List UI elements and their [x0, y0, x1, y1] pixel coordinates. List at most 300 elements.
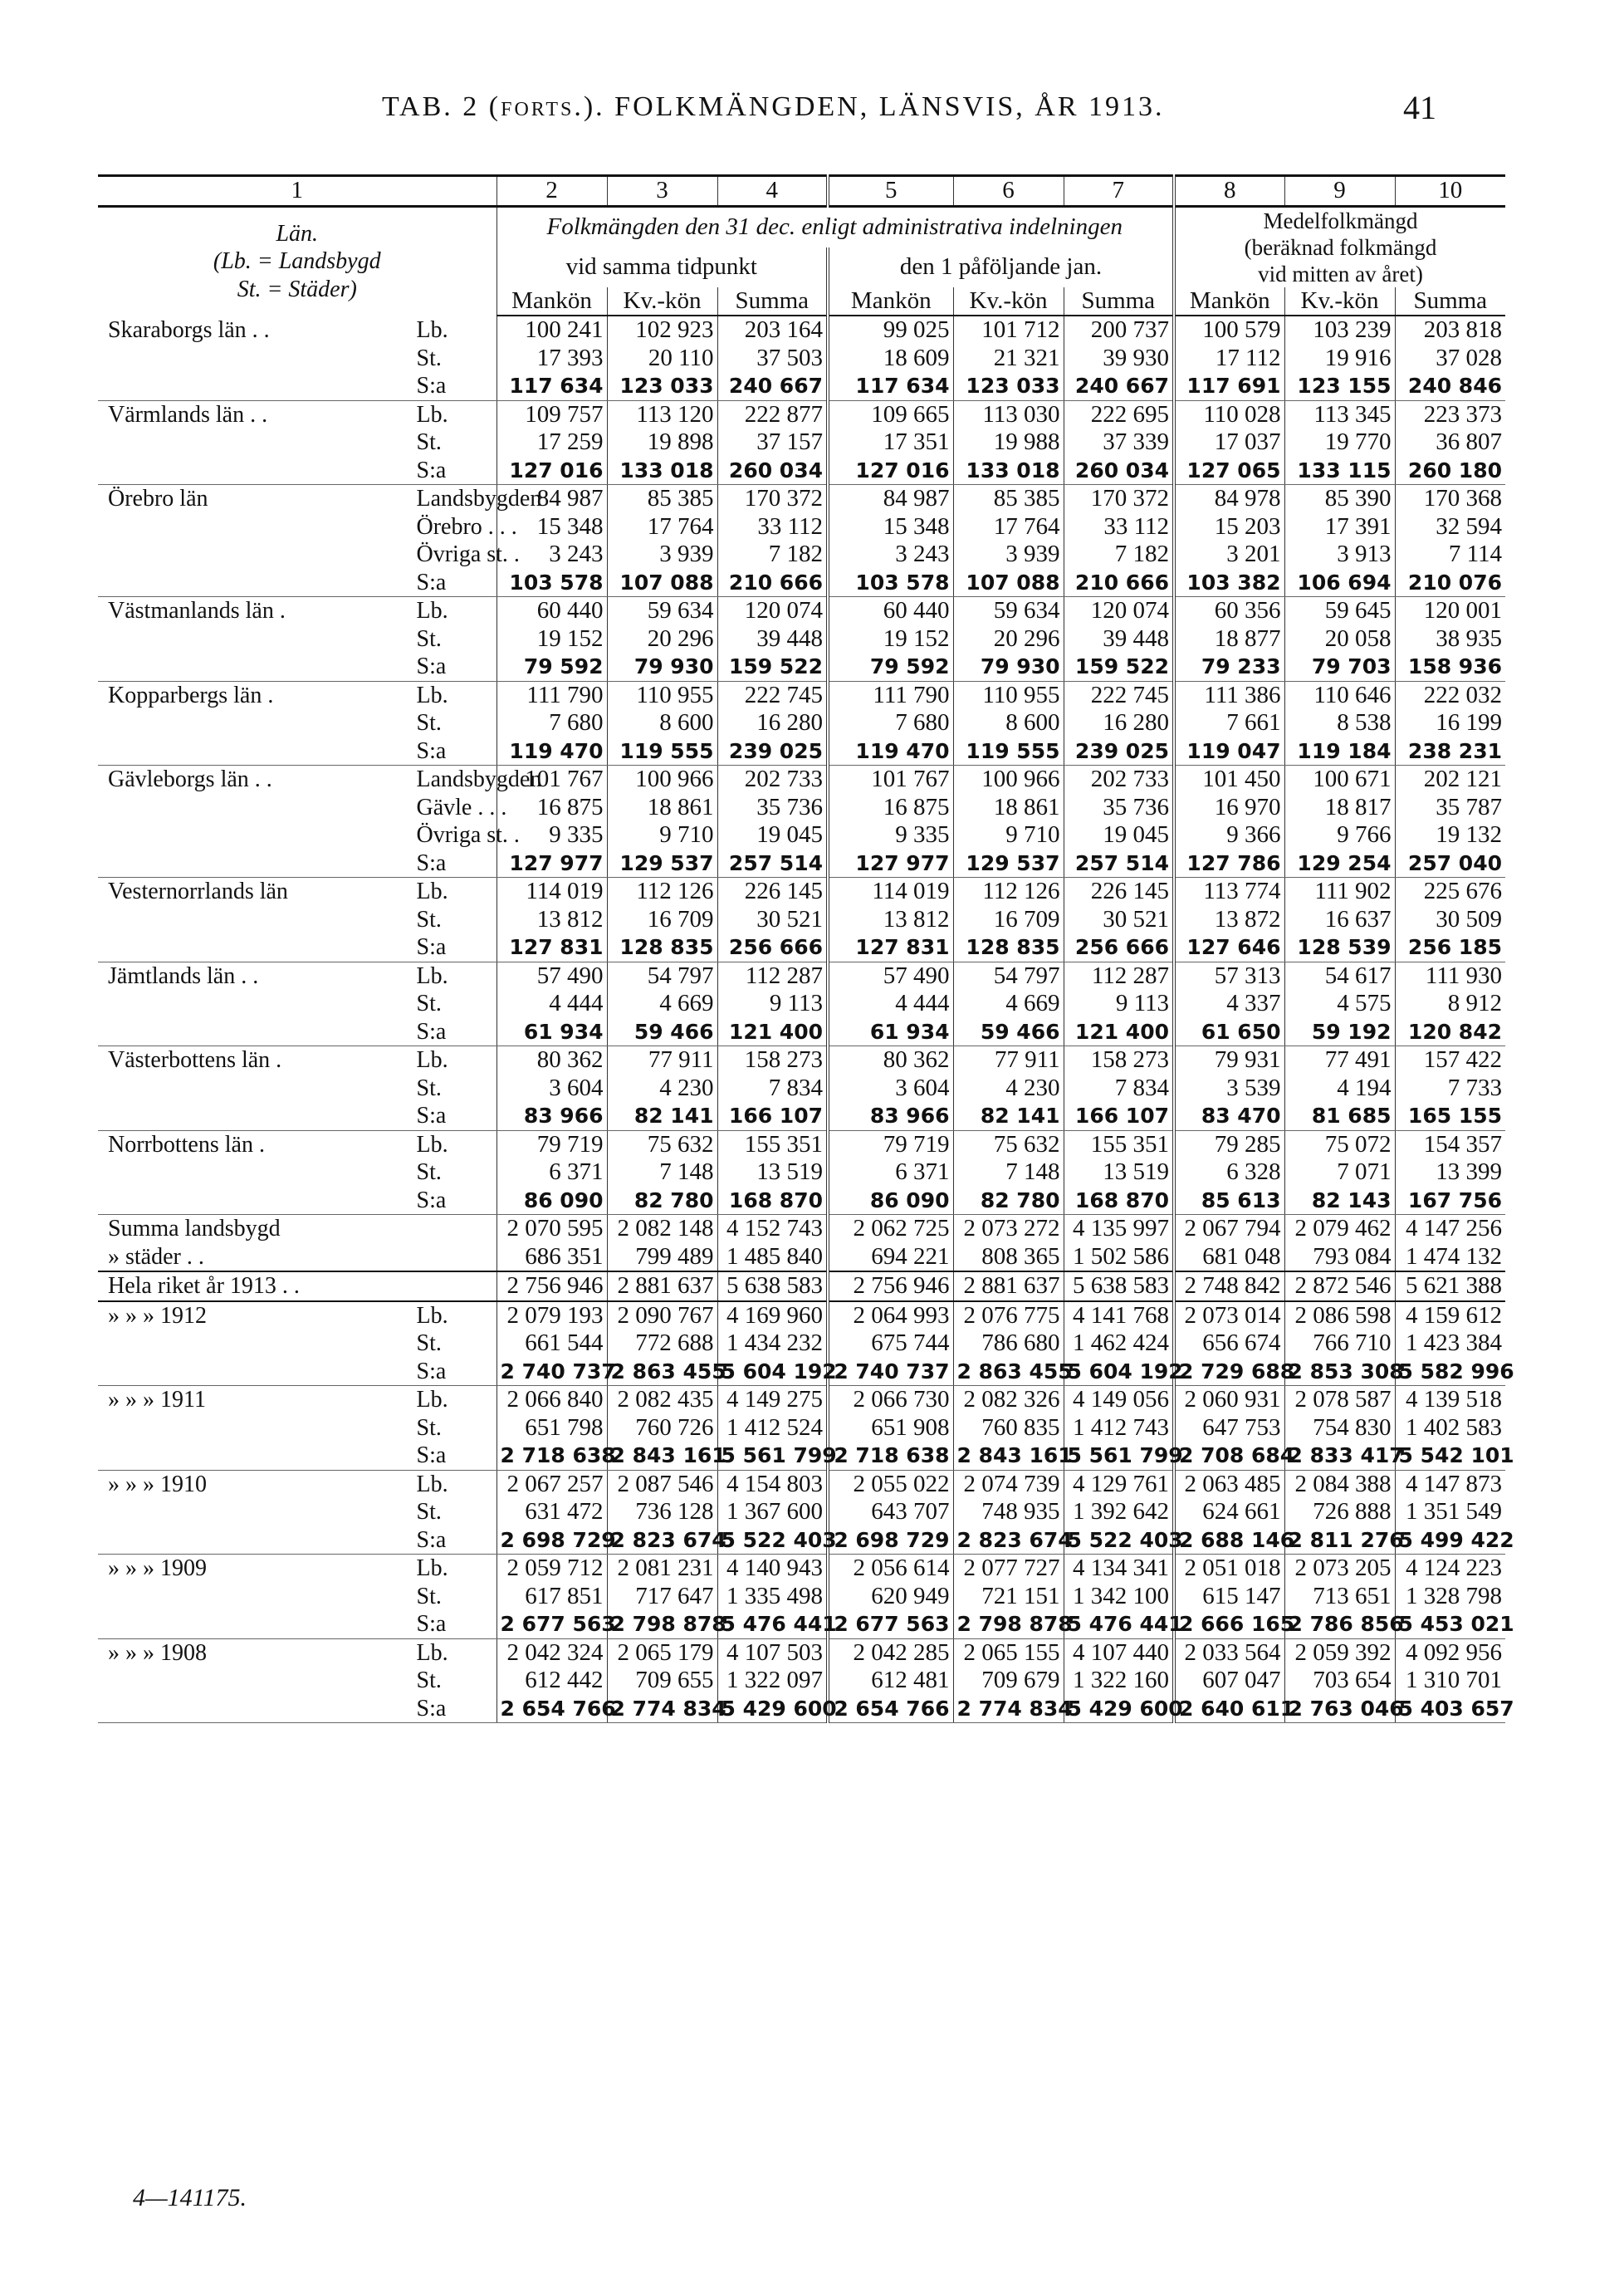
- value-cell: 16 709: [953, 906, 1064, 934]
- value-cell: 39 930: [1064, 345, 1174, 373]
- row-sub-label: Gävle . . .: [416, 794, 507, 820]
- value-cell: 114 019: [828, 878, 953, 906]
- table-row: [98, 1187, 1505, 1215]
- value-cell: 119 470: [828, 737, 953, 766]
- row-sub-label: Lb.: [416, 962, 448, 989]
- value-cell: 101 767: [828, 766, 953, 794]
- value-cell: 18 861: [953, 794, 1064, 822]
- value-cell: 2 082 326: [953, 1386, 1064, 1414]
- row-label-cell: [98, 878, 496, 906]
- value-cell: 2 654 766: [828, 1695, 953, 1723]
- row-name: [101, 345, 108, 373]
- row-sub-label: S:a: [416, 373, 447, 399]
- value-cell: 1 423 384: [1395, 1330, 1505, 1358]
- value-cell: 2 763 046: [1284, 1695, 1395, 1723]
- value-cell: 85 613: [1174, 1187, 1284, 1215]
- row-label-cell: [98, 1470, 496, 1498]
- year-row: [98, 1638, 1505, 1667]
- value-cell: 19 916: [1284, 345, 1395, 373]
- value-cell: 766 710: [1284, 1330, 1395, 1358]
- row-name: Kopparbergs län .: [108, 682, 274, 708]
- value-cell: 2 688 146: [1174, 1526, 1284, 1555]
- value-cell: 2 740 737: [496, 1358, 607, 1386]
- row-label-cell: [98, 1130, 496, 1158]
- value-cell: 32 594: [1395, 513, 1505, 541]
- unit-header: Summa: [717, 287, 828, 316]
- value-cell: 129 537: [953, 850, 1064, 878]
- year-row: [98, 1695, 1505, 1723]
- row-label-cell: [98, 625, 496, 654]
- row-label-cell: [98, 1638, 496, 1667]
- value-cell: 166 107: [1064, 1102, 1174, 1130]
- value-cell: 16 280: [717, 709, 828, 737]
- row-sub-label: S:a: [416, 1611, 447, 1637]
- value-cell: 5 429 600: [717, 1695, 828, 1723]
- group-header-row: [98, 206, 1505, 247]
- value-cell: 260 034: [717, 457, 828, 485]
- value-cell: 2 698 729: [828, 1526, 953, 1555]
- value-cell: 13 812: [828, 906, 953, 934]
- row-label-cell: [98, 597, 496, 625]
- value-cell: 222 877: [717, 400, 828, 429]
- value-cell: 79 719: [496, 1130, 607, 1158]
- value-cell: 3 913: [1284, 541, 1395, 569]
- row-sub-label: [417, 1272, 493, 1300]
- column-number: 3: [607, 176, 717, 207]
- value-cell: 158 273: [1064, 1046, 1174, 1075]
- value-cell: 793 084: [1284, 1243, 1395, 1272]
- value-cell: 1 335 498: [717, 1583, 828, 1611]
- row-name: Summa landsbygd: [108, 1216, 281, 1241]
- medel-header-line: (beräknad folkmängd: [1244, 234, 1437, 260]
- value-cell: 99 025: [828, 316, 953, 345]
- year-row: [98, 1386, 1505, 1414]
- table-row: [98, 597, 1505, 625]
- value-cell: 2 774 834: [953, 1695, 1064, 1723]
- table-row: [98, 316, 1505, 345]
- value-cell: 159 522: [1064, 653, 1174, 681]
- row-name: [101, 372, 108, 400]
- value-cell: 159 522: [717, 653, 828, 681]
- value-cell: 703 654: [1284, 1667, 1395, 1695]
- value-cell: 20 296: [607, 625, 717, 654]
- value-cell: 128 835: [607, 933, 717, 962]
- value-cell: 103 382: [1174, 569, 1284, 597]
- value-cell: 59 634: [953, 597, 1064, 625]
- value-cell: 4 154 803: [717, 1470, 828, 1498]
- value-cell: 109 757: [496, 400, 607, 429]
- hela-riket-row: [98, 1271, 1505, 1301]
- row-sub-label: S:a: [416, 934, 447, 960]
- value-cell: 60 356: [1174, 597, 1284, 625]
- value-cell: 113 345: [1284, 400, 1395, 429]
- row-name: [101, 1102, 108, 1130]
- value-cell: 9 366: [1174, 821, 1284, 850]
- year-row: [98, 1526, 1505, 1555]
- value-cell: 721 151: [953, 1583, 1064, 1611]
- value-cell: 9 766: [1284, 821, 1395, 850]
- lan-header-line: St. = Städer): [237, 276, 357, 302]
- value-cell: 127 977: [496, 850, 607, 878]
- value-cell: 19 770: [1284, 429, 1395, 457]
- value-cell: 2 863 455: [953, 1358, 1064, 1386]
- row-sub-label: S:a: [416, 1526, 447, 1553]
- value-cell: 35 736: [717, 794, 828, 822]
- value-cell: 79 931: [1174, 1046, 1284, 1075]
- value-cell: 16 875: [496, 794, 607, 822]
- year-row: [98, 1358, 1505, 1386]
- value-cell: 167 756: [1395, 1187, 1505, 1215]
- row-label-cell: [98, 709, 496, 737]
- year-row: [98, 1330, 1505, 1358]
- group-header-admin: Folkmängden den 31 dec. enligt administrativa indelningen: [496, 206, 1174, 247]
- value-cell: 19 045: [717, 821, 828, 850]
- unit-header: Kv.-kön: [953, 287, 1064, 316]
- value-cell: 4 092 956: [1395, 1638, 1505, 1667]
- row-name: [101, 653, 108, 681]
- value-cell: 17 393: [496, 345, 607, 373]
- value-cell: 5 621 388: [1395, 1271, 1505, 1301]
- value-cell: 624 661: [1174, 1498, 1284, 1526]
- value-cell: 2 872 546: [1284, 1271, 1395, 1301]
- unit-header: Mankön: [828, 287, 953, 316]
- table-row: [98, 1018, 1505, 1046]
- value-cell: 260 034: [1064, 457, 1174, 485]
- value-cell: 7 148: [607, 1158, 717, 1187]
- population-table-container: [98, 174, 1514, 1723]
- value-cell: 85 385: [953, 485, 1064, 513]
- value-cell: 760 726: [607, 1414, 717, 1442]
- value-cell: 2 060 931: [1174, 1386, 1284, 1414]
- value-cell: 615 147: [1174, 1583, 1284, 1611]
- row-sub-label: S:a: [416, 1018, 447, 1045]
- value-cell: 226 145: [717, 878, 828, 906]
- row-label-cell: [98, 1215, 496, 1243]
- value-cell: 2 756 946: [828, 1271, 953, 1301]
- row-sub-label: St.: [416, 906, 442, 933]
- value-cell: 84 987: [828, 485, 953, 513]
- row-name: » städer . .: [108, 1243, 204, 1270]
- value-cell: 4 124 223: [1395, 1555, 1505, 1583]
- value-cell: 13 872: [1174, 906, 1284, 934]
- row-label-cell: [98, 766, 542, 794]
- value-cell: 120 001: [1395, 597, 1505, 625]
- value-cell: 651 908: [828, 1414, 953, 1442]
- value-cell: 2 881 637: [607, 1271, 717, 1301]
- value-cell: 165 155: [1395, 1102, 1505, 1130]
- value-cell: 1 367 600: [717, 1498, 828, 1526]
- value-cell: 1 342 100: [1064, 1583, 1174, 1611]
- column-number: 9: [1284, 176, 1395, 207]
- value-cell: 239 025: [1064, 737, 1174, 766]
- value-cell: 223 373: [1395, 400, 1505, 429]
- value-cell: 80 362: [496, 1046, 607, 1075]
- value-cell: 5 604 192: [717, 1358, 828, 1386]
- value-cell: 6 328: [1174, 1158, 1284, 1187]
- table-row: [98, 541, 1505, 569]
- value-cell: 30 509: [1395, 906, 1505, 934]
- value-cell: 36 807: [1395, 429, 1505, 457]
- column-number: 1: [98, 176, 496, 207]
- row-name: [101, 1498, 108, 1526]
- value-cell: 2 708 684: [1174, 1442, 1284, 1470]
- value-cell: 30 521: [717, 906, 828, 934]
- row-label-cell: [98, 1330, 496, 1358]
- row-label-cell: [98, 1187, 496, 1215]
- value-cell: 100 579: [1174, 316, 1284, 345]
- value-cell: 2 086 598: [1284, 1301, 1395, 1330]
- value-cell: 110 955: [607, 681, 717, 709]
- value-cell: 4 230: [607, 1075, 717, 1103]
- value-cell: 59 645: [1284, 597, 1395, 625]
- row-name: [101, 429, 108, 457]
- row-label-cell: [98, 457, 496, 485]
- value-cell: 799 489: [607, 1243, 717, 1272]
- value-cell: 75 632: [607, 1130, 717, 1158]
- value-cell: 127 977: [828, 850, 953, 878]
- row-sub-label: Lb.: [416, 682, 448, 708]
- column-number: 8: [1174, 176, 1284, 207]
- value-cell: 1 328 798: [1395, 1583, 1505, 1611]
- row-name: [101, 1583, 108, 1611]
- row-sub-label: Lb.: [416, 1047, 448, 1073]
- value-cell: 127 065: [1174, 457, 1284, 485]
- population-table: [98, 174, 1514, 1723]
- value-cell: 19 152: [828, 625, 953, 654]
- row-sub-label: Örebro . . .: [416, 513, 517, 540]
- value-cell: 82 141: [607, 1102, 717, 1130]
- row-name: [101, 1330, 108, 1358]
- year-row: [98, 1301, 1505, 1330]
- value-cell: 37 157: [717, 429, 828, 457]
- value-cell: 33 112: [717, 513, 828, 541]
- row-name: [101, 1358, 108, 1386]
- value-cell: 80 362: [828, 1046, 953, 1075]
- value-cell: 19 988: [953, 429, 1064, 457]
- value-cell: 61 650: [1174, 1018, 1284, 1046]
- value-cell: 2 059 392: [1284, 1638, 1395, 1667]
- value-cell: 111 790: [828, 681, 953, 709]
- row-label-cell: [98, 569, 496, 597]
- value-cell: 113 030: [953, 400, 1064, 429]
- value-cell: 17 259: [496, 429, 607, 457]
- row-label-cell: [98, 653, 496, 681]
- row-label-cell: [98, 850, 496, 878]
- row-label-cell: [98, 1358, 496, 1386]
- value-cell: 2 666 165: [1174, 1610, 1284, 1638]
- value-cell: 612 481: [828, 1667, 953, 1695]
- value-cell: 82 141: [953, 1102, 1064, 1130]
- value-cell: 256 666: [717, 933, 828, 962]
- table-row: [98, 821, 1505, 850]
- value-cell: 5 522 403: [717, 1526, 828, 1555]
- value-cell: 83 966: [496, 1102, 607, 1130]
- row-name: Vesternorrlands län: [108, 879, 288, 904]
- row-sub-label: Lb.: [416, 879, 448, 904]
- value-cell: 2 843 161: [607, 1442, 717, 1470]
- value-cell: 7 680: [828, 709, 953, 737]
- value-cell: 2 051 018: [1174, 1555, 1284, 1583]
- value-cell: 2 811 276: [1284, 1526, 1395, 1555]
- value-cell: 2 823 674: [953, 1526, 1064, 1555]
- value-cell: 2 059 712: [496, 1555, 607, 1583]
- footer-print-code: 4—141175.: [133, 2184, 247, 2211]
- value-cell: 717 647: [607, 1583, 717, 1611]
- value-cell: 2 084 388: [1284, 1470, 1395, 1498]
- value-cell: 5 638 583: [717, 1271, 828, 1301]
- value-cell: 4 159 612: [1395, 1301, 1505, 1330]
- row-label-cell: [98, 1583, 496, 1611]
- value-cell: 612 442: [496, 1667, 607, 1695]
- year-row: [98, 1555, 1505, 1583]
- row-name: [101, 1610, 108, 1638]
- value-cell: 7 148: [953, 1158, 1064, 1187]
- value-cell: 59 466: [953, 1018, 1064, 1046]
- row-label-cell: [98, 933, 496, 962]
- year-row: [98, 1470, 1505, 1498]
- value-cell: 13 519: [1064, 1158, 1174, 1187]
- value-cell: 681 048: [1174, 1243, 1284, 1272]
- row-name: Västmanlands län .: [108, 598, 286, 624]
- row-name: [101, 1442, 108, 1470]
- row-name: Jämtlands län . .: [108, 962, 259, 989]
- value-cell: 1 502 586: [1064, 1243, 1174, 1272]
- value-cell: 57 490: [828, 962, 953, 990]
- value-cell: 103 578: [496, 569, 607, 597]
- group-header-medel: [1174, 206, 1505, 287]
- value-cell: 620 949: [828, 1583, 953, 1611]
- row-name: [101, 541, 108, 569]
- value-cell: 117 634: [828, 372, 953, 400]
- value-cell: 37 028: [1395, 345, 1505, 373]
- value-cell: 20 058: [1284, 625, 1395, 654]
- value-cell: 19 898: [607, 429, 717, 457]
- value-cell: 170 372: [717, 485, 828, 513]
- value-cell: 202 733: [1064, 766, 1174, 794]
- value-cell: 200 737: [1064, 316, 1174, 345]
- row-sub-label: St.: [416, 1499, 442, 1525]
- row-label-cell: [98, 962, 496, 990]
- row-label-cell: [98, 1555, 496, 1583]
- value-cell: 21 321: [953, 345, 1064, 373]
- column-number: 10: [1395, 176, 1505, 207]
- value-cell: 4 669: [953, 990, 1064, 1018]
- year-row: [98, 1442, 1505, 1470]
- value-cell: 112 126: [953, 878, 1064, 906]
- value-cell: 127 786: [1174, 850, 1284, 878]
- value-cell: 8 912: [1395, 990, 1505, 1018]
- row-label-cell: [98, 1414, 496, 1442]
- column-number-row: [98, 176, 1505, 207]
- value-cell: 1 474 132: [1395, 1243, 1505, 1272]
- value-cell: 127 646: [1174, 933, 1284, 962]
- value-cell: 686 351: [496, 1243, 607, 1272]
- value-cell: 240 667: [1064, 372, 1174, 400]
- year-row: [98, 1667, 1505, 1695]
- row-sub-label: Lb.: [416, 1131, 448, 1158]
- value-cell: 2 042 285: [828, 1638, 953, 1667]
- column-number: 5: [828, 176, 953, 207]
- value-cell: 2 079 193: [496, 1301, 607, 1330]
- value-cell: 106 694: [1284, 569, 1395, 597]
- value-cell: 2 042 324: [496, 1638, 607, 1667]
- value-cell: 127 016: [496, 457, 607, 485]
- row-name: [101, 850, 108, 878]
- value-cell: 37 339: [1064, 429, 1174, 457]
- row-name: Västerbottens län .: [108, 1047, 282, 1073]
- value-cell: 2 073 272: [953, 1215, 1064, 1243]
- value-cell: 18 877: [1174, 625, 1284, 654]
- value-cell: 79 703: [1284, 653, 1395, 681]
- value-cell: 16 875: [828, 794, 953, 822]
- row-label-cell: [98, 541, 520, 569]
- row-label-cell: [98, 990, 496, 1018]
- value-cell: 111 902: [1284, 878, 1395, 906]
- value-cell: 5 499 422: [1395, 1526, 1505, 1555]
- row-label-cell: [98, 1526, 496, 1555]
- value-cell: 2 082 148: [607, 1215, 717, 1243]
- value-cell: 4 169 960: [717, 1301, 828, 1330]
- value-cell: 4 140 943: [717, 1555, 828, 1583]
- value-cell: 17 351: [828, 429, 953, 457]
- table-row: [98, 1158, 1505, 1187]
- value-cell: 238 231: [1395, 737, 1505, 766]
- row-name: Norrbottens län .: [108, 1131, 265, 1158]
- value-cell: 123 033: [953, 372, 1064, 400]
- table-row: [98, 709, 1505, 737]
- row-name: » » » 1912: [108, 1302, 207, 1329]
- value-cell: 3 939: [953, 541, 1064, 569]
- table-row: [98, 625, 1505, 654]
- table-row: [98, 400, 1505, 429]
- value-cell: 2 718 638: [828, 1442, 953, 1470]
- row-sub-label: St.: [416, 1414, 442, 1441]
- value-cell: 127 831: [496, 933, 607, 962]
- lan-column-header: [98, 206, 496, 316]
- value-cell: 110 028: [1174, 400, 1284, 429]
- value-cell: 260 180: [1395, 457, 1505, 485]
- value-cell: 3 539: [1174, 1075, 1284, 1103]
- row-name: Skaraborgs län . .: [108, 316, 270, 343]
- value-cell: 617 851: [496, 1583, 607, 1611]
- value-cell: 2 798 878: [607, 1610, 717, 1638]
- value-cell: 6 371: [496, 1158, 607, 1187]
- value-cell: 154 357: [1395, 1130, 1505, 1158]
- value-cell: 1 322 160: [1064, 1667, 1174, 1695]
- row-name: [101, 1695, 108, 1723]
- value-cell: 1 434 232: [717, 1330, 828, 1358]
- row-sub-label: S:a: [416, 1695, 447, 1721]
- row-label-cell: [98, 400, 496, 429]
- value-cell: 3 604: [496, 1075, 607, 1103]
- value-cell: 17 391: [1284, 513, 1395, 541]
- value-cell: 5 561 799: [717, 1442, 828, 1470]
- value-cell: 257 514: [1064, 850, 1174, 878]
- row-sub-label: [417, 1243, 493, 1271]
- value-cell: 60 440: [828, 597, 953, 625]
- row-name: [101, 990, 108, 1018]
- table-row: [98, 794, 1505, 822]
- value-cell: 607 047: [1174, 1667, 1284, 1695]
- value-cell: 226 145: [1064, 878, 1174, 906]
- row-name: [101, 709, 108, 737]
- row-name: Gävleborgs län . .: [108, 766, 272, 792]
- value-cell: 4 147 873: [1395, 1470, 1505, 1498]
- value-cell: 60 440: [496, 597, 607, 625]
- column-number: 2: [496, 176, 607, 207]
- value-cell: 54 797: [953, 962, 1064, 990]
- page-header: [0, 85, 1624, 135]
